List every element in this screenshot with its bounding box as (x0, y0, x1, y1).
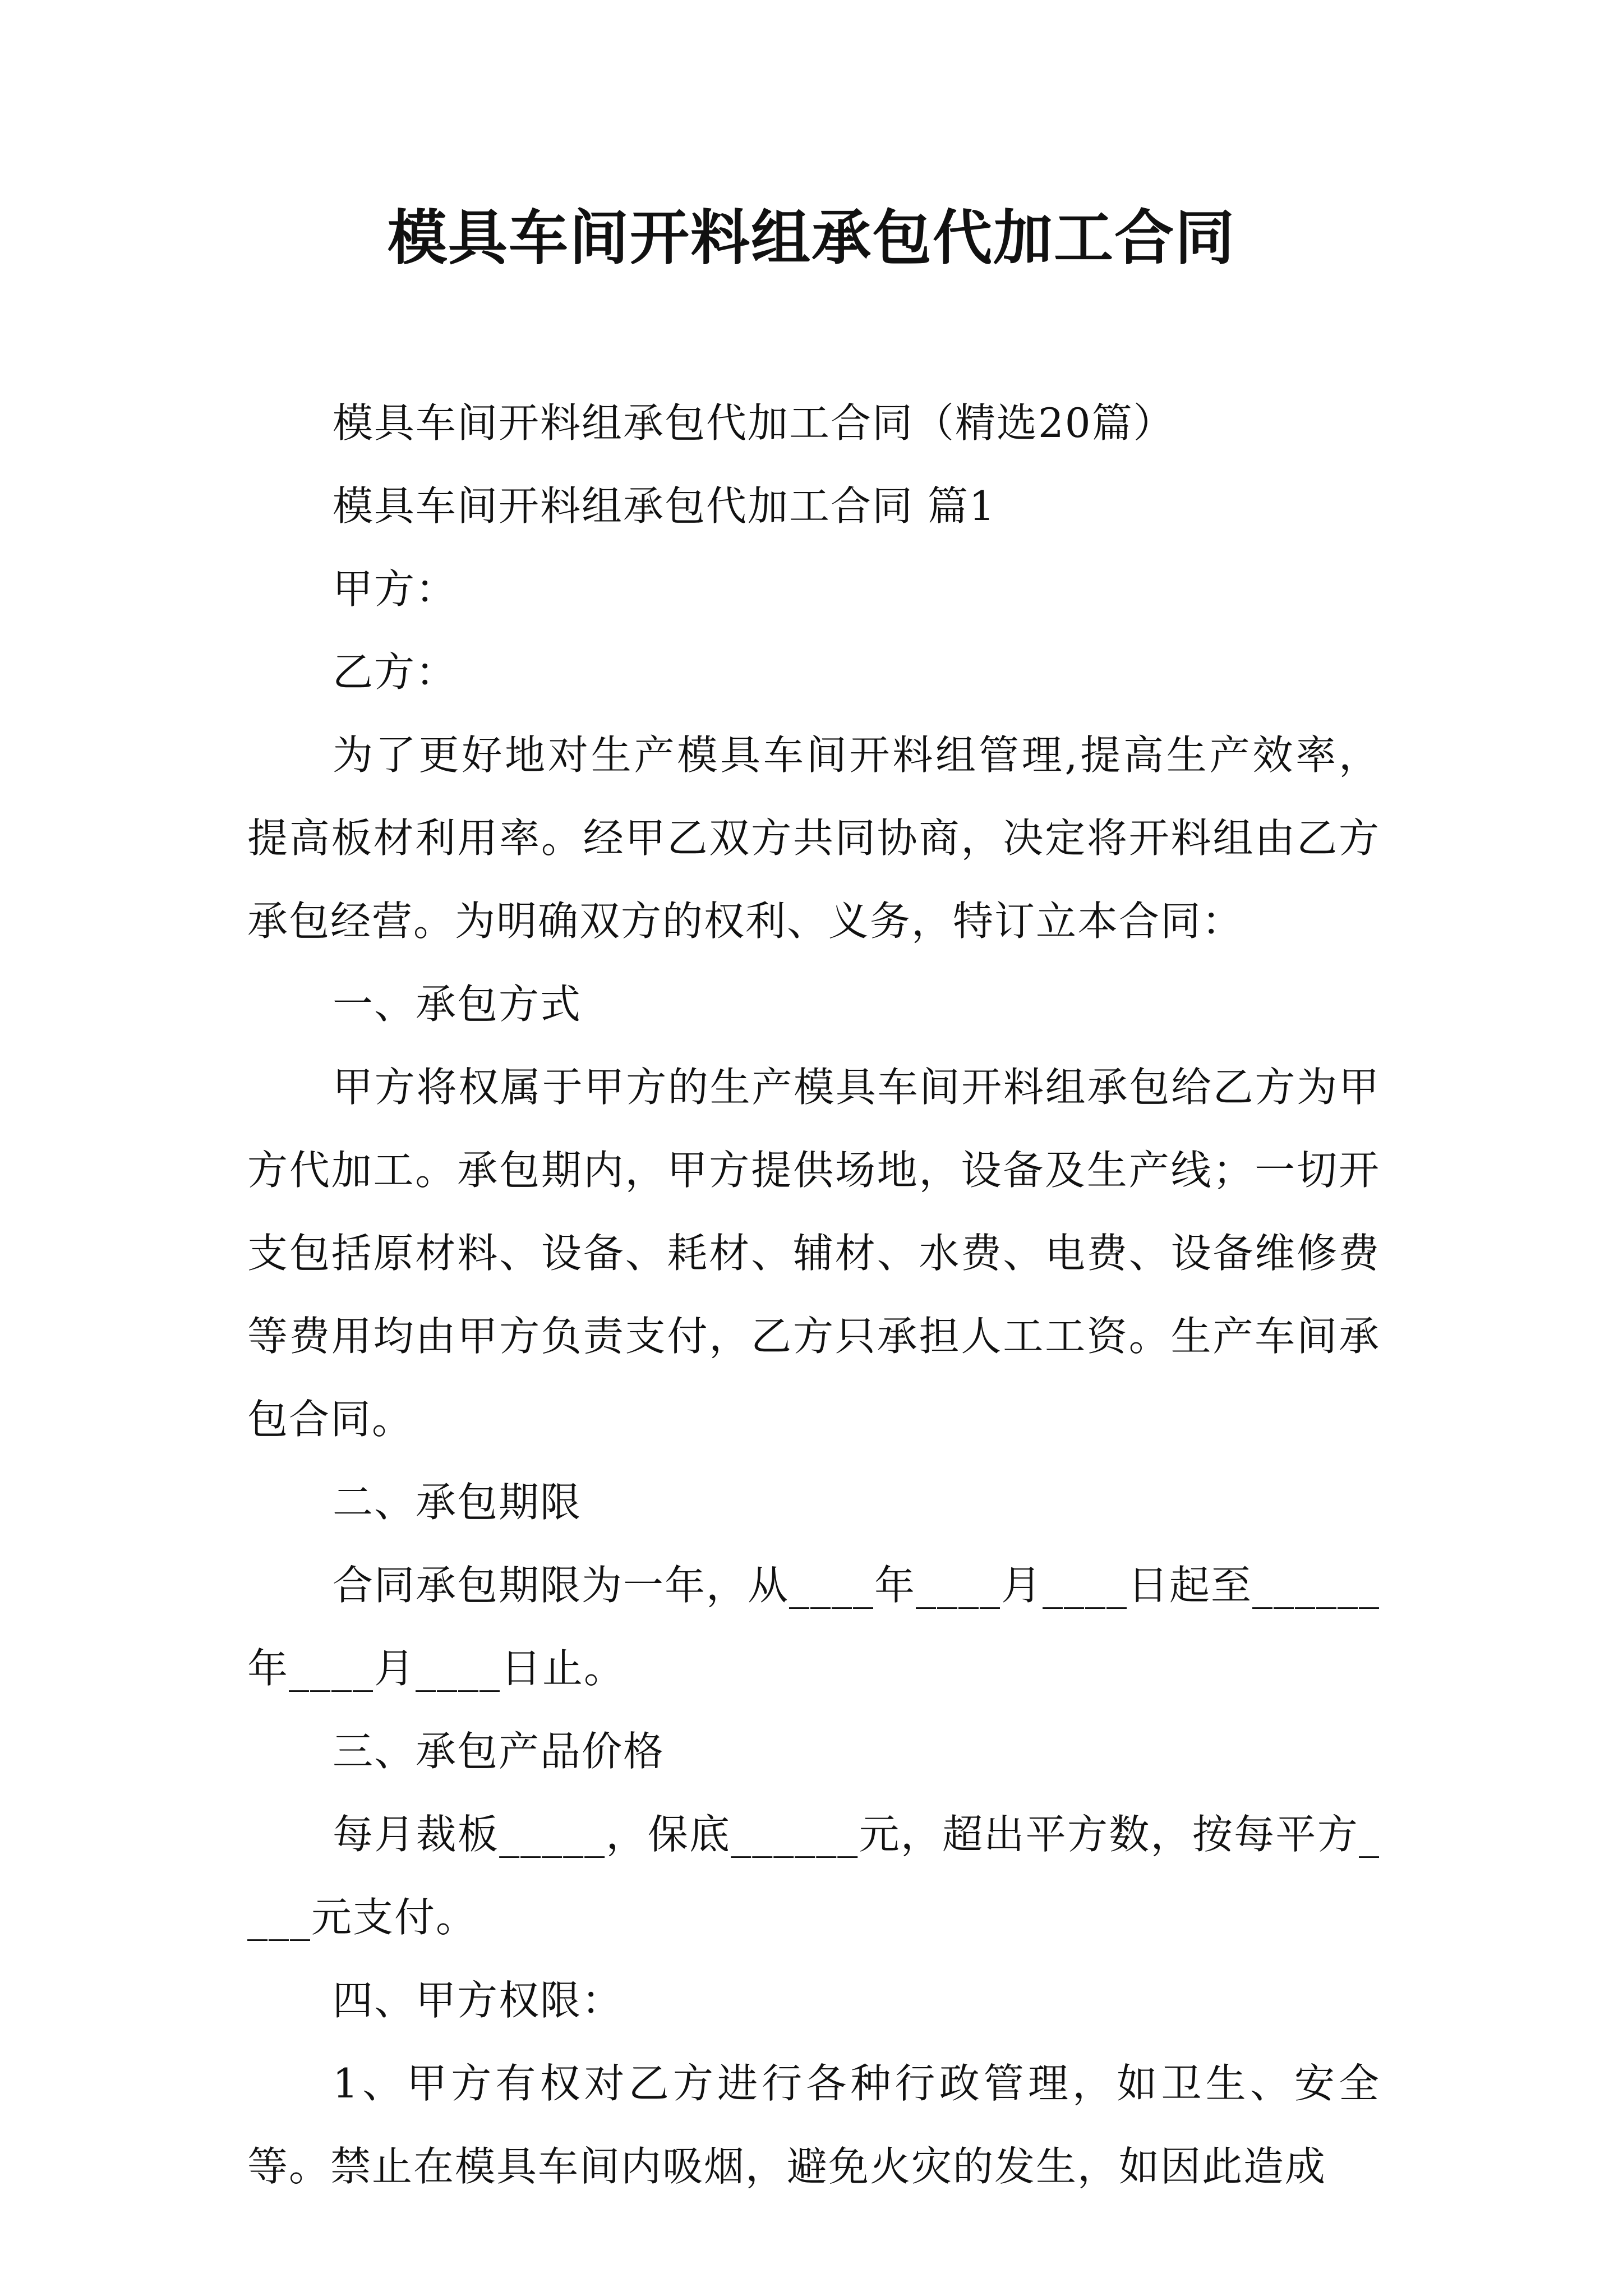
clause-heading-3: 三、承包产品价格 (333, 1728, 665, 1775)
section-heading: 模具车间开料组承包代加工合同 篇1 (333, 482, 996, 530)
party-a-line: 甲方： (333, 565, 458, 613)
subtitle-line: 模具车间开料组承包代加工合同（精选20篇） (333, 399, 1175, 447)
clause-heading-4: 四、甲方权限： (333, 1977, 624, 2024)
document-body (247, 381, 1380, 2208)
preamble-paragraph: 为了更好地对生产模具车间开料组管理,提高生产效率，提高板材利用率。经甲乙双方共同协商，决定将开料组由乙方承包经营。为明确双方的权利、义务，特订立本合同： (247, 731, 1380, 945)
clause-heading-1: 一、承包方式 (333, 981, 582, 1028)
clause-paragraph-1: 甲方将权属于甲方的生产模具车间开料组承包给乙方为甲方代加工。承包期内，甲方提供场地，设备及生产线；一切开支包括原材料、设备、耗材、辅材、水费、电费、设备维修费等费用均由甲方负责支付，乙方只承担人工工资。生产车间承包合同。 (247, 1064, 1380, 1443)
clause-paragraph-4: 1、甲方有权对乙方进行各种行政管理，如卫生、安全等。禁止在模具车间内吸烟，避免火灾的发生，如因此造成 (247, 2060, 1380, 2190)
party-b-line: 乙方： (333, 648, 458, 696)
document-title: 模具车间开料组承包代加工合同 (388, 204, 1235, 273)
clause-heading-2: 二、承包期限 (333, 1479, 582, 1526)
clause-paragraph-2: 合同承包期限为一年，从____年____月____日起至______年____月____日止。 (247, 1562, 1381, 1692)
clause-paragraph-3: 每月裁板_____，保底______元，超出平方数，按每平方____元支付。 (247, 1811, 1380, 1941)
